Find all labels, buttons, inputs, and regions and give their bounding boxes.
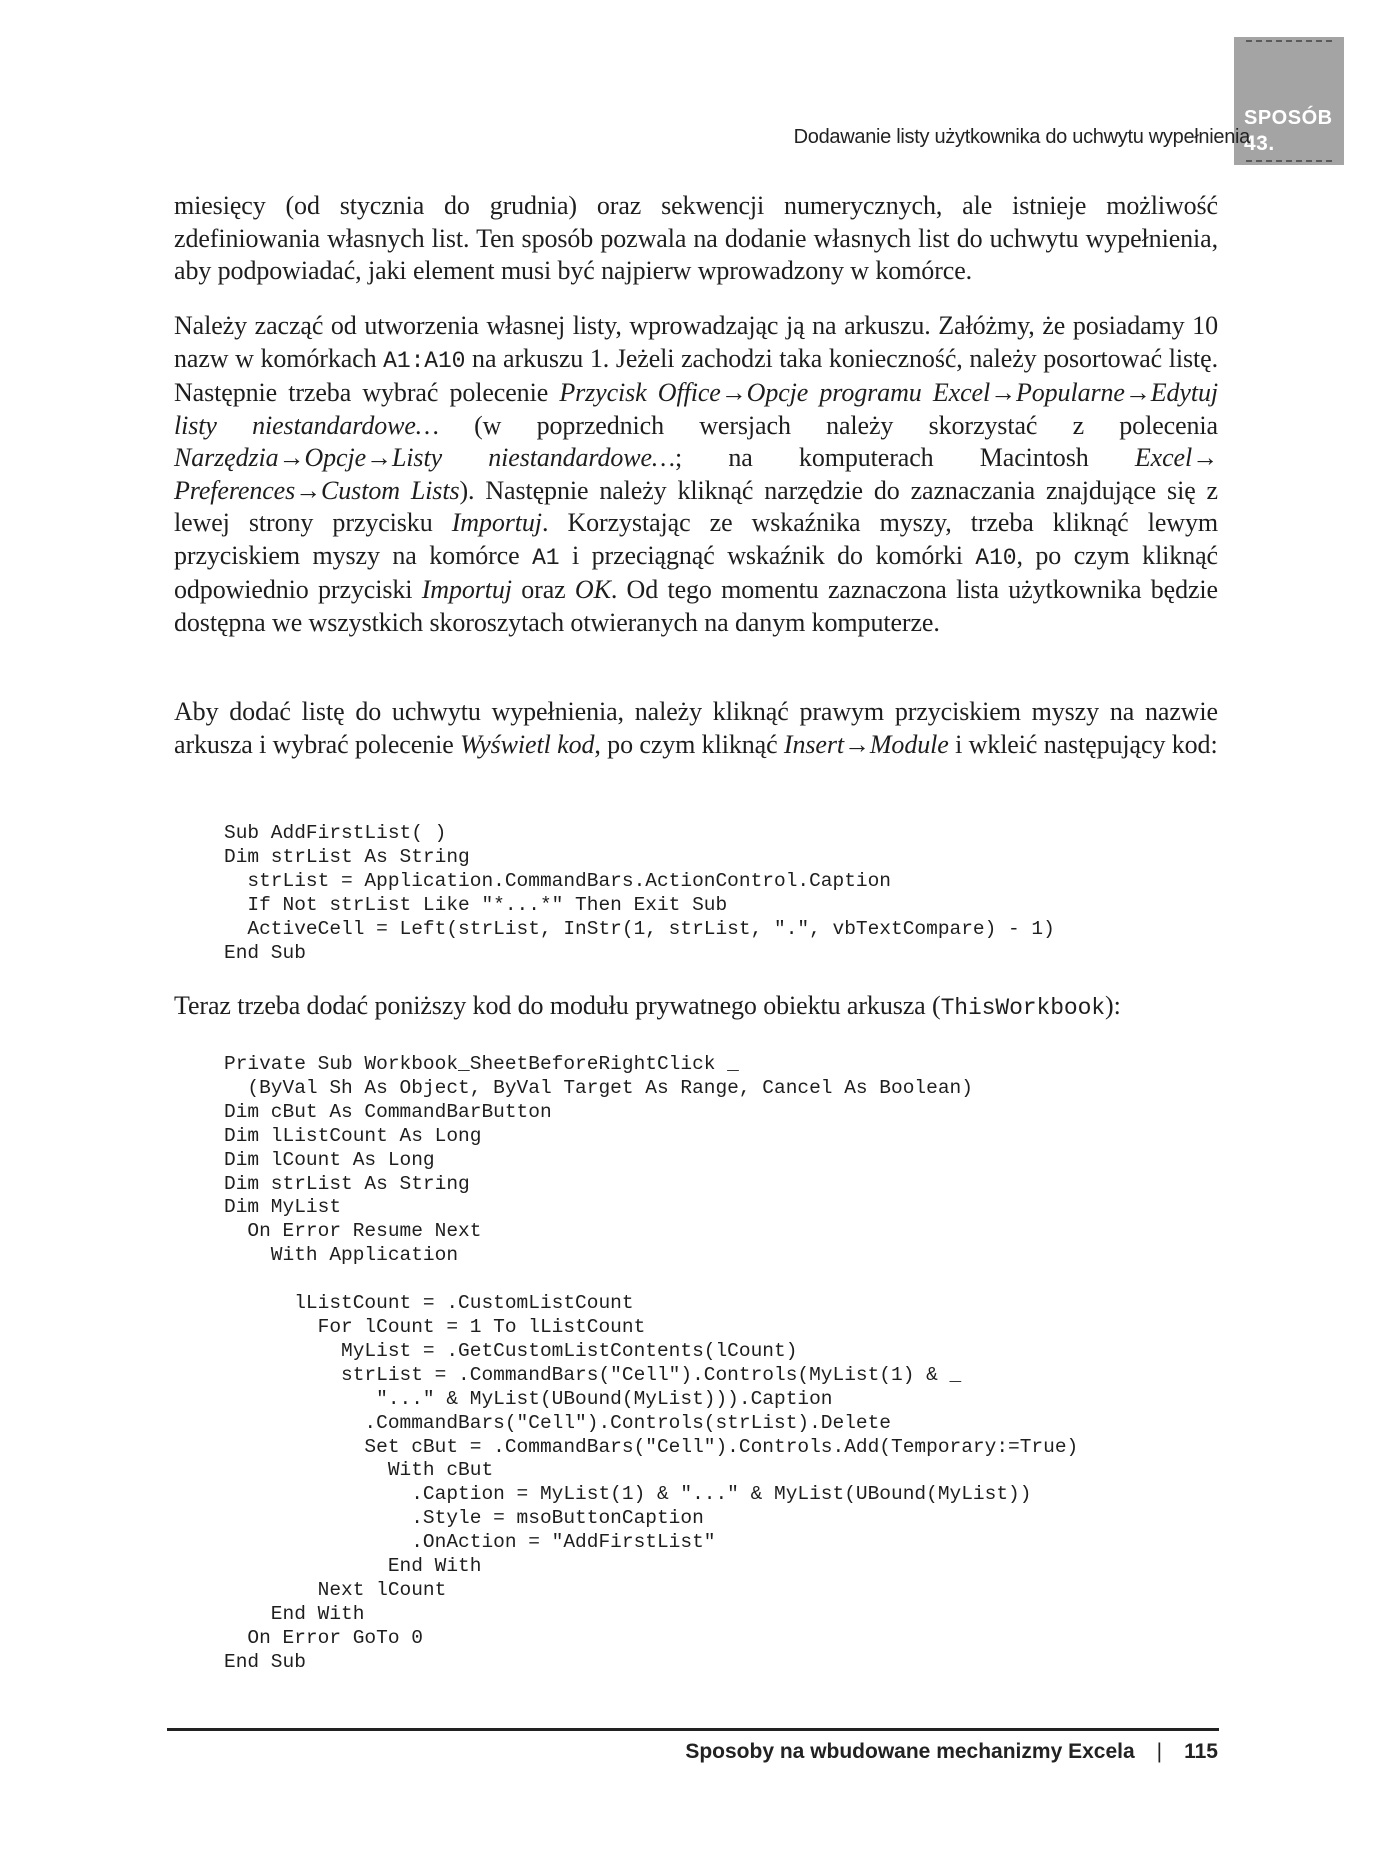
cell-ref: A10	[975, 544, 1017, 571]
button-name: Importuj	[421, 575, 512, 604]
book-title: Sposoby na wbudowane mechanizmy Excela	[685, 1740, 1135, 1763]
paragraph-2: Należy zacząć od utworzenia własnej listy, wprowadzając ją na arkuszu. Załóżmy, że posiadamy 10 nazw w komórkach A1:A10 na arkuszu 1. Jeżeli zachodzi taka konieczność, należy posortować listę. Następnie trzeba wybrać polecenie Przycisk Office→Opcje programu Excel→Popularne→Edytuj listy niestandardowe… (w poprzednich wersjach należy skorzystać z polecenia Narzędzia→Opcje→Listy niestandardowe…; na komputerach Macintosh Excel→ Preferences→Custom Lists). Następnie należy kliknąć narzędzie do zaznaczania znajdujące się z lewej strony przycisku Importuj. Korzystając ze wskaźnika myszy, trzeba kliknąć lewym przyciskiem myszy na komórce A1 i przeciągnąć wskaźnik do komórki A10, po czym kliknąć odpowiednio przyciski Importuj oraz OK. Od tego momentu zaznaczona lista użytkownika będzie dostępna we wszystkich skoroszytach otwieranych na danym komputerze.	[174, 311, 1219, 637]
page-footer	[685, 1740, 1218, 1764]
menu-path: Insert→Module	[783, 729, 949, 759]
menu-path: Przycisk Office→Opcje programu Excel→Popularne→Edytuj listy niestandardowe…	[174, 378, 1219, 440]
object-name: ThisWorkbook	[940, 995, 1106, 1021]
cell-range: A1:A10	[383, 347, 466, 374]
menu-path: Narzędzia→Opcje→Listy niestandardowe…	[174, 443, 675, 472]
command-name: Wyświetl kod	[460, 729, 595, 759]
chapter-tab	[1234, 37, 1344, 165]
button-name: OK	[574, 575, 611, 604]
cell-ref: A1	[532, 544, 560, 571]
chapter-tab-label: SPOSÓB	[1244, 107, 1333, 129]
page-number: 115	[1184, 1740, 1218, 1763]
code-listing-1: Sub AddFirstList( ) Dim strList As String strList = Application.CommandBars.ActionControl.Caption If Not strList Like "*...*" Then Exit Sub ActiveCell = Left(strList, InStr(1, strList, ".", vbTextCompare) - 1) End Sub	[224, 822, 1055, 964]
menu-path: Excel→ Preferences→Custom Lists	[174, 443, 1218, 505]
paragraph-1: miesięcy (od stycznia do grudnia) oraz sekwencji numerycznych, ale istnieje możliwość zdefiniowania własnych list. Ten sposób pozwala na dodanie własnych list do uchwytu wypełnienia, aby podpowiadać, jaki element musi być najpierw wprowadzony w komórce.	[174, 191, 1218, 285]
footer-separator: |	[1156, 1740, 1163, 1763]
code-listing-2: Private Sub Workbook_SheetBeforeRightClick _ (ByVal Sh As Object, ByVal Target As Range, Cancel As Boolean) Dim cBut As CommandBarButton Dim lListCount As Long Dim lCount As Long Dim strList As String Dim MyList On Error Resume Next With Application lListCount = .CustomListCount For lCount = 1 To lListCount MyList = .GetCustomListContents(lCount) strList = .CommandBars("Cell").Controls(MyList(1) & _ "..." & MyList(UBound(MyList))).Caption .CommandBars("Cell").Controls(strList).Delete Set cBut = .CommandBars("Cell").Controls.Add(Temporary:=True) With cBut .Caption = MyList(1) & "..." & MyList(UBound(MyList)) .Style = msoButtonCaption .OnAction = "AddFirstList" End With Next lCount End With On Error GoTo 0 End Sub	[224, 1053, 1079, 1673]
button-name: Importuj	[451, 508, 542, 537]
paragraph-4: Teraz trzeba dodać poniższy kod do modułu prywatnego obiektu arkusza (ThisWorkbook):	[174, 991, 1121, 1021]
paragraph-3: Aby dodać listę do uchwytu wypełnienia, należy kliknąć prawym przyciskiem myszy na nazwie arkusza i wybrać polecenie Wyświetl kod, po czym kliknąć Insert→Module i wkleić następujący kod:	[174, 697, 1218, 759]
tab-dashed-border	[1246, 40, 1332, 42]
chapter-tab-number: 43.	[1244, 132, 1275, 155]
tab-dashed-border	[1246, 160, 1332, 162]
running-head: Dodawanie listy użytkownika do uchwytu wypełnienia	[793, 126, 1250, 148]
footer-rule	[167, 1728, 1219, 1731]
